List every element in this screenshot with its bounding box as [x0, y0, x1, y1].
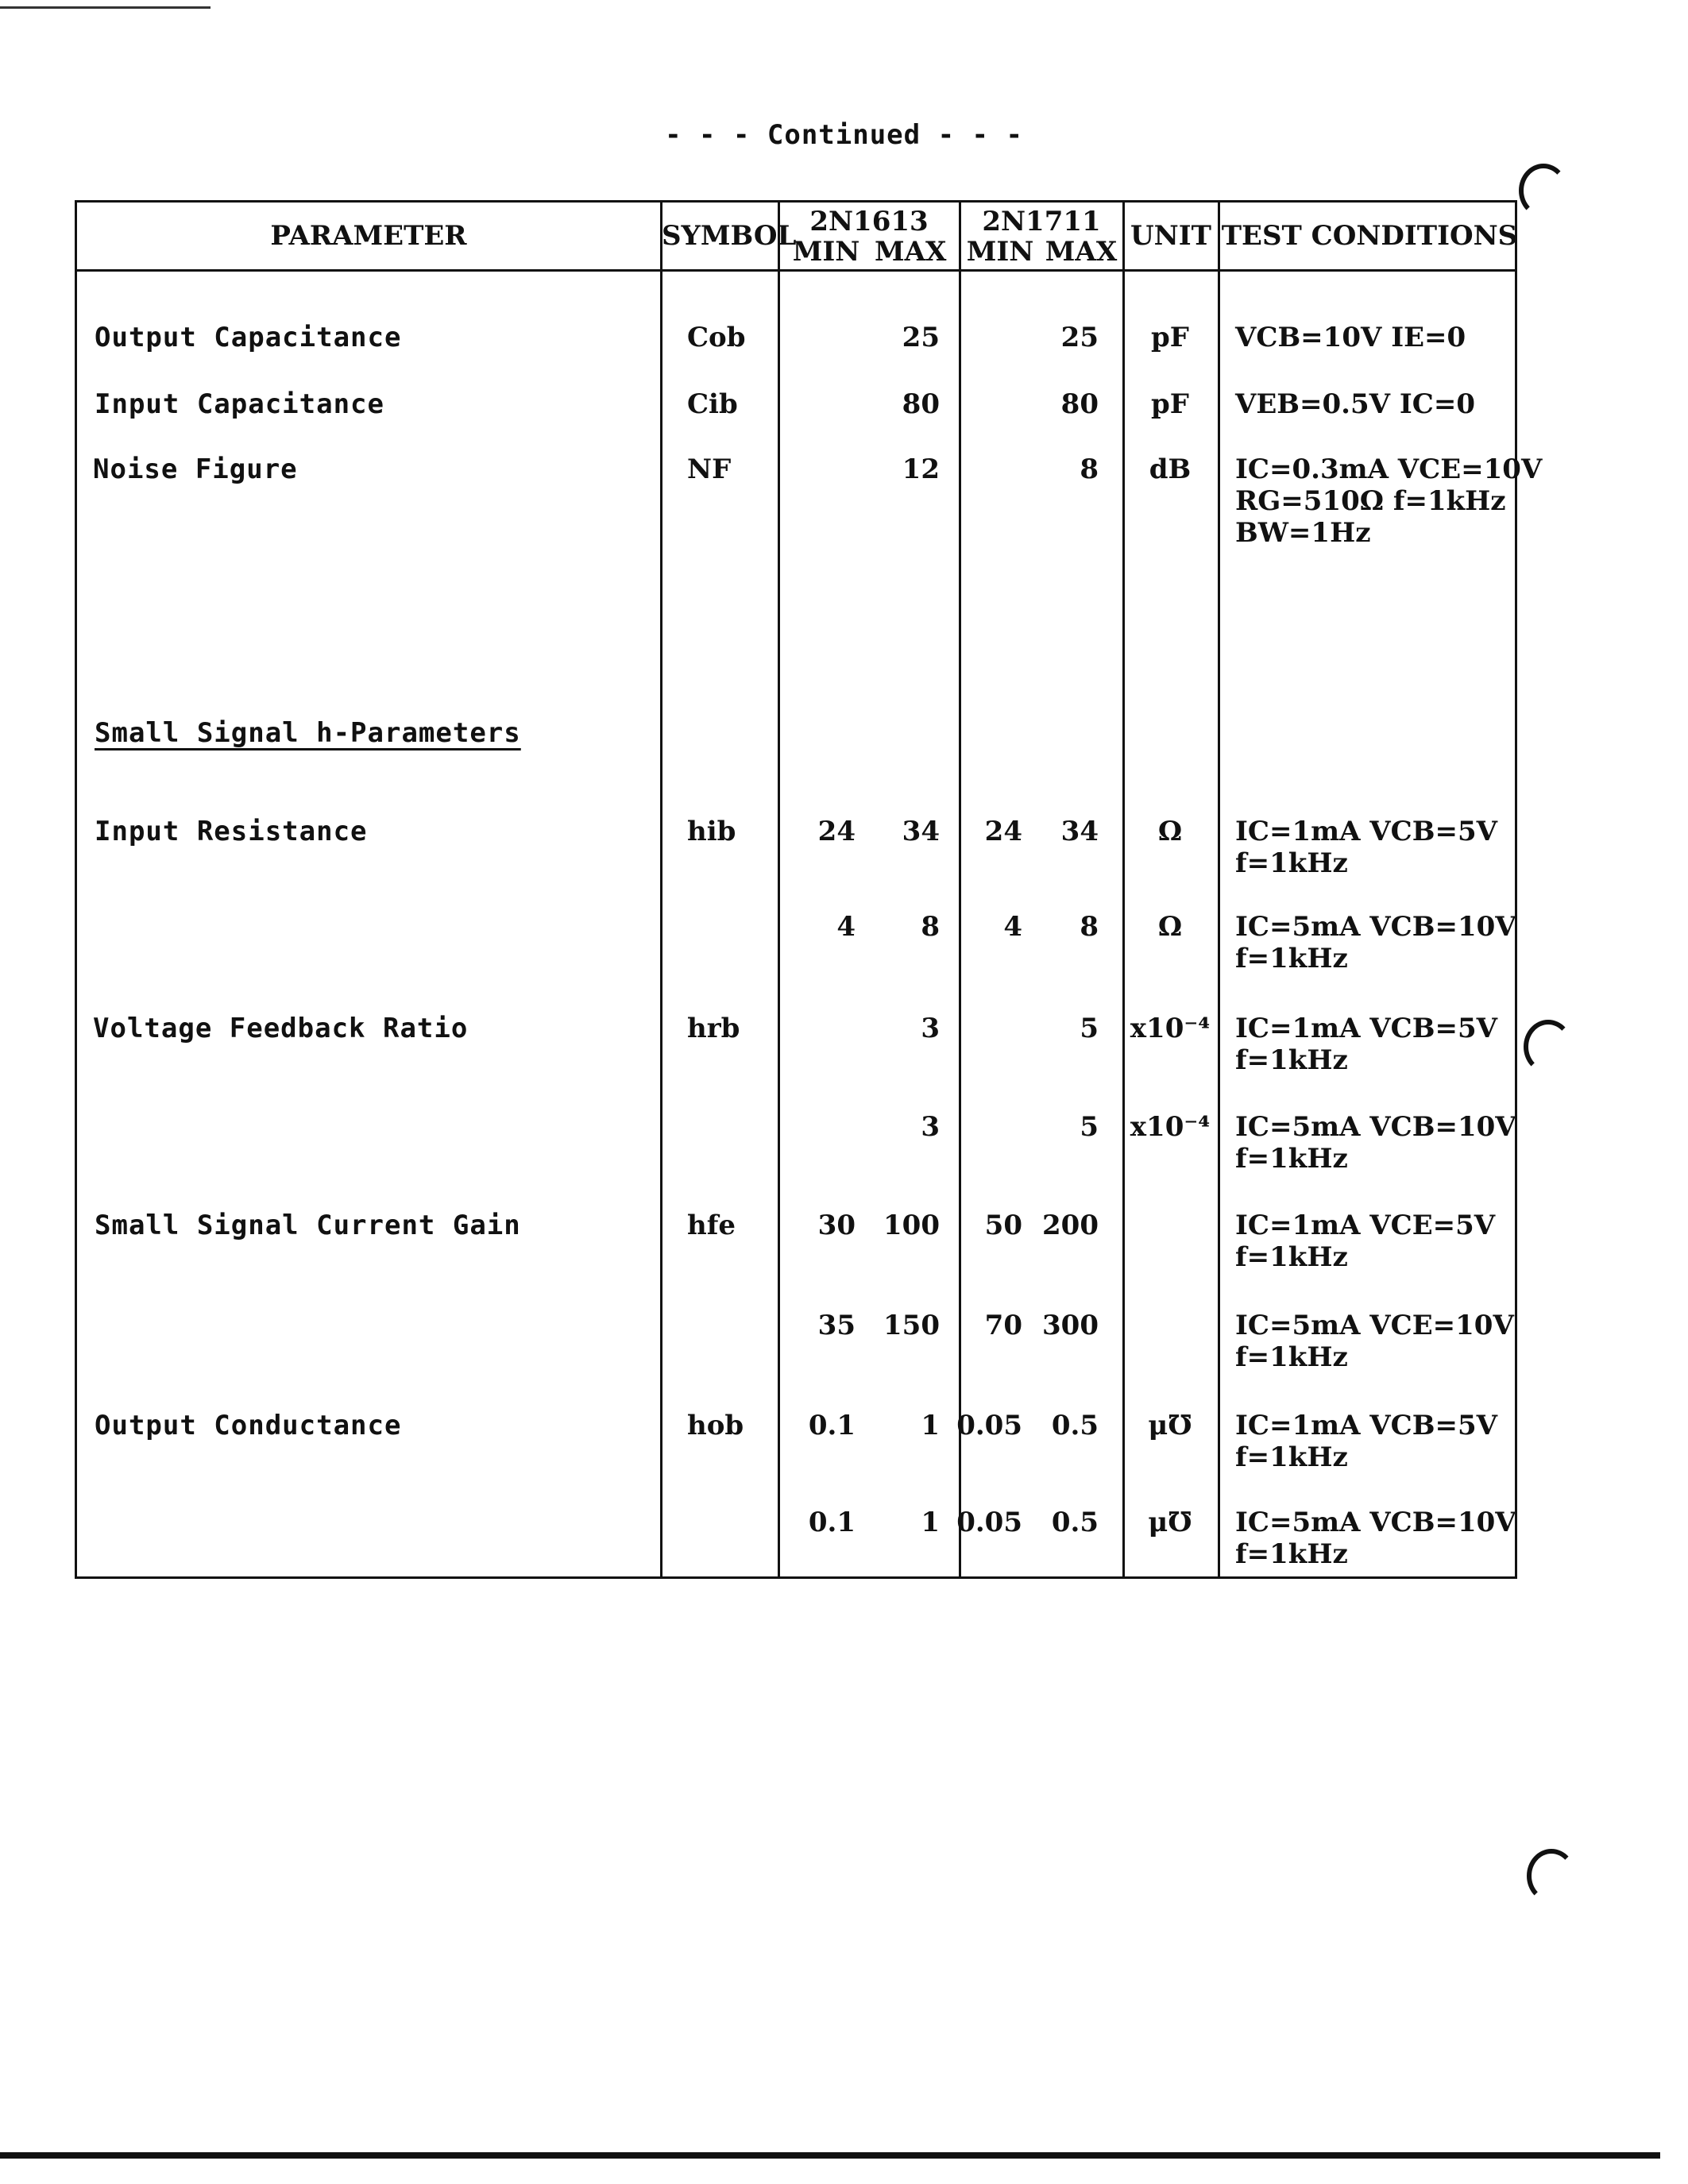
max-2n1711: 5	[1080, 1111, 1099, 1143]
binder-hole-mark	[1524, 1020, 1573, 1074]
condition-line: IC=5mA VCB=10V	[1235, 911, 1516, 943]
max-2n1711: 0.5	[1051, 1507, 1099, 1538]
condition-line: VCB=10V IE=0	[1235, 322, 1466, 353]
col-divider	[660, 203, 662, 1576]
condition-line: IC=1mA VCB=5V	[1235, 1013, 1498, 1044]
condition-line: IC=0.3mA VCE=10V	[1235, 453, 1543, 485]
param-name: Input Capacitance	[95, 388, 384, 420]
max-2n1711: 8	[1080, 453, 1099, 485]
unit: dB	[1149, 453, 1192, 485]
condition-line: IC=1mA VCE=5V	[1235, 1210, 1496, 1241]
header-max: MAX	[875, 236, 947, 268]
min-2n1613: 0.1	[808, 1410, 856, 1441]
condition-line: IC=5mA VCB=10V	[1235, 1111, 1516, 1143]
condition-line: BW=1Hz	[1235, 517, 1371, 549]
condition-line: f=1kHz	[1235, 943, 1348, 974]
header-min: MIN	[966, 236, 1034, 268]
max-2n1613: 8	[921, 911, 940, 943]
max-2n1711: 8	[1080, 911, 1099, 943]
min-2n1711: 0.05	[956, 1410, 1022, 1441]
binder-hole-mark	[1527, 1849, 1576, 1903]
unit: x10⁻⁴	[1130, 1111, 1211, 1143]
min-2n1613: 24	[817, 816, 856, 847]
condition-line: VEB=0.5V IC=0	[1235, 388, 1475, 420]
symbol: Cib	[687, 388, 738, 420]
max-2n1613: 150	[883, 1310, 940, 1341]
max-2n1613: 1	[921, 1410, 940, 1441]
condition-line: RG=510Ω f=1kHz	[1235, 485, 1506, 517]
scan-edge-line	[0, 6, 211, 9]
header-test-conditions: TEST CONDITIONS	[1221, 220, 1518, 252]
header-unit: UNIT	[1130, 220, 1211, 252]
header-divider	[77, 269, 1515, 272]
condition-line: f=1kHz	[1235, 1143, 1348, 1175]
max-2n1613: 25	[902, 322, 940, 353]
header-max: MAX	[1045, 236, 1118, 268]
unit: Ω	[1157, 911, 1183, 943]
condition-line: f=1kHz	[1235, 1241, 1348, 1273]
unit: μ℧	[1148, 1410, 1192, 1441]
param-name: Noise Figure	[93, 453, 298, 485]
symbol: Cob	[687, 322, 746, 353]
condition-line: f=1kHz	[1235, 1441, 1348, 1473]
header-2n1711: 2N1711	[982, 206, 1101, 237]
min-2n1613: 35	[817, 1310, 856, 1341]
condition-line: IC=1mA VCB=5V	[1235, 816, 1498, 847]
unit: pF	[1151, 388, 1189, 420]
condition-line: f=1kHz	[1235, 1538, 1348, 1570]
min-2n1613: 0.1	[808, 1507, 856, 1538]
max-2n1613: 100	[883, 1210, 940, 1241]
max-2n1711: 300	[1042, 1310, 1099, 1341]
param-name: Output Conductance	[95, 1410, 402, 1441]
symbol: hrb	[687, 1013, 740, 1044]
header-parameter: PARAMETER	[270, 220, 467, 252]
max-2n1711: 5	[1080, 1013, 1099, 1044]
max-2n1613: 34	[902, 816, 940, 847]
symbol: NF	[687, 453, 732, 485]
symbol: hfe	[687, 1210, 736, 1241]
symbol: hib	[687, 816, 736, 847]
max-2n1711: 80	[1060, 388, 1099, 420]
binder-hole-mark	[1519, 164, 1568, 218]
condition-line: IC=5mA VCE=10V	[1235, 1310, 1514, 1341]
max-2n1613: 3	[921, 1111, 940, 1143]
max-2n1711: 200	[1042, 1210, 1099, 1241]
col-divider	[778, 203, 780, 1576]
symbol: hob	[687, 1410, 744, 1441]
condition-line: f=1kHz	[1235, 1044, 1348, 1076]
spec-table	[75, 200, 1543, 1579]
header-2n1613: 2N1613	[809, 206, 929, 237]
max-2n1613: 1	[921, 1507, 940, 1538]
condition-line: IC=1mA VCB=5V	[1235, 1410, 1498, 1441]
min-2n1711: 24	[984, 816, 1022, 847]
param-name: Small Signal Current Gain	[95, 1210, 521, 1241]
header-min: MIN	[792, 236, 860, 268]
max-2n1711: 34	[1060, 816, 1099, 847]
min-2n1711: 0.05	[956, 1507, 1022, 1538]
section-title: Small Signal h-Parameters	[95, 717, 521, 749]
min-2n1711: 50	[984, 1210, 1022, 1241]
max-2n1613: 80	[902, 388, 940, 420]
min-2n1613: 30	[817, 1210, 856, 1241]
header-symbol: SYMBOL	[662, 220, 797, 252]
min-2n1613: 4	[836, 911, 856, 943]
col-divider	[959, 203, 961, 1576]
max-2n1613: 3	[921, 1013, 940, 1044]
unit: Ω	[1157, 816, 1183, 847]
condition-line: f=1kHz	[1235, 847, 1348, 879]
continued-heading: - - - Continued - - -	[665, 119, 1023, 151]
min-2n1711: 70	[984, 1310, 1022, 1341]
scan-bottom-edge	[0, 2152, 1660, 2159]
max-2n1711: 0.5	[1051, 1410, 1099, 1441]
param-name: Output Capacitance	[95, 322, 402, 353]
unit: μ℧	[1148, 1507, 1192, 1538]
unit: pF	[1151, 322, 1189, 353]
unit: x10⁻⁴	[1130, 1013, 1211, 1044]
max-2n1613: 12	[902, 453, 940, 485]
param-name: Voltage Feedback Ratio	[93, 1013, 469, 1044]
col-divider	[1218, 203, 1220, 1576]
condition-line: IC=5mA VCB=10V	[1235, 1507, 1516, 1538]
min-2n1711: 4	[1003, 911, 1022, 943]
max-2n1711: 25	[1060, 322, 1099, 353]
condition-line: f=1kHz	[1235, 1341, 1348, 1373]
param-name: Input Resistance	[95, 816, 368, 847]
